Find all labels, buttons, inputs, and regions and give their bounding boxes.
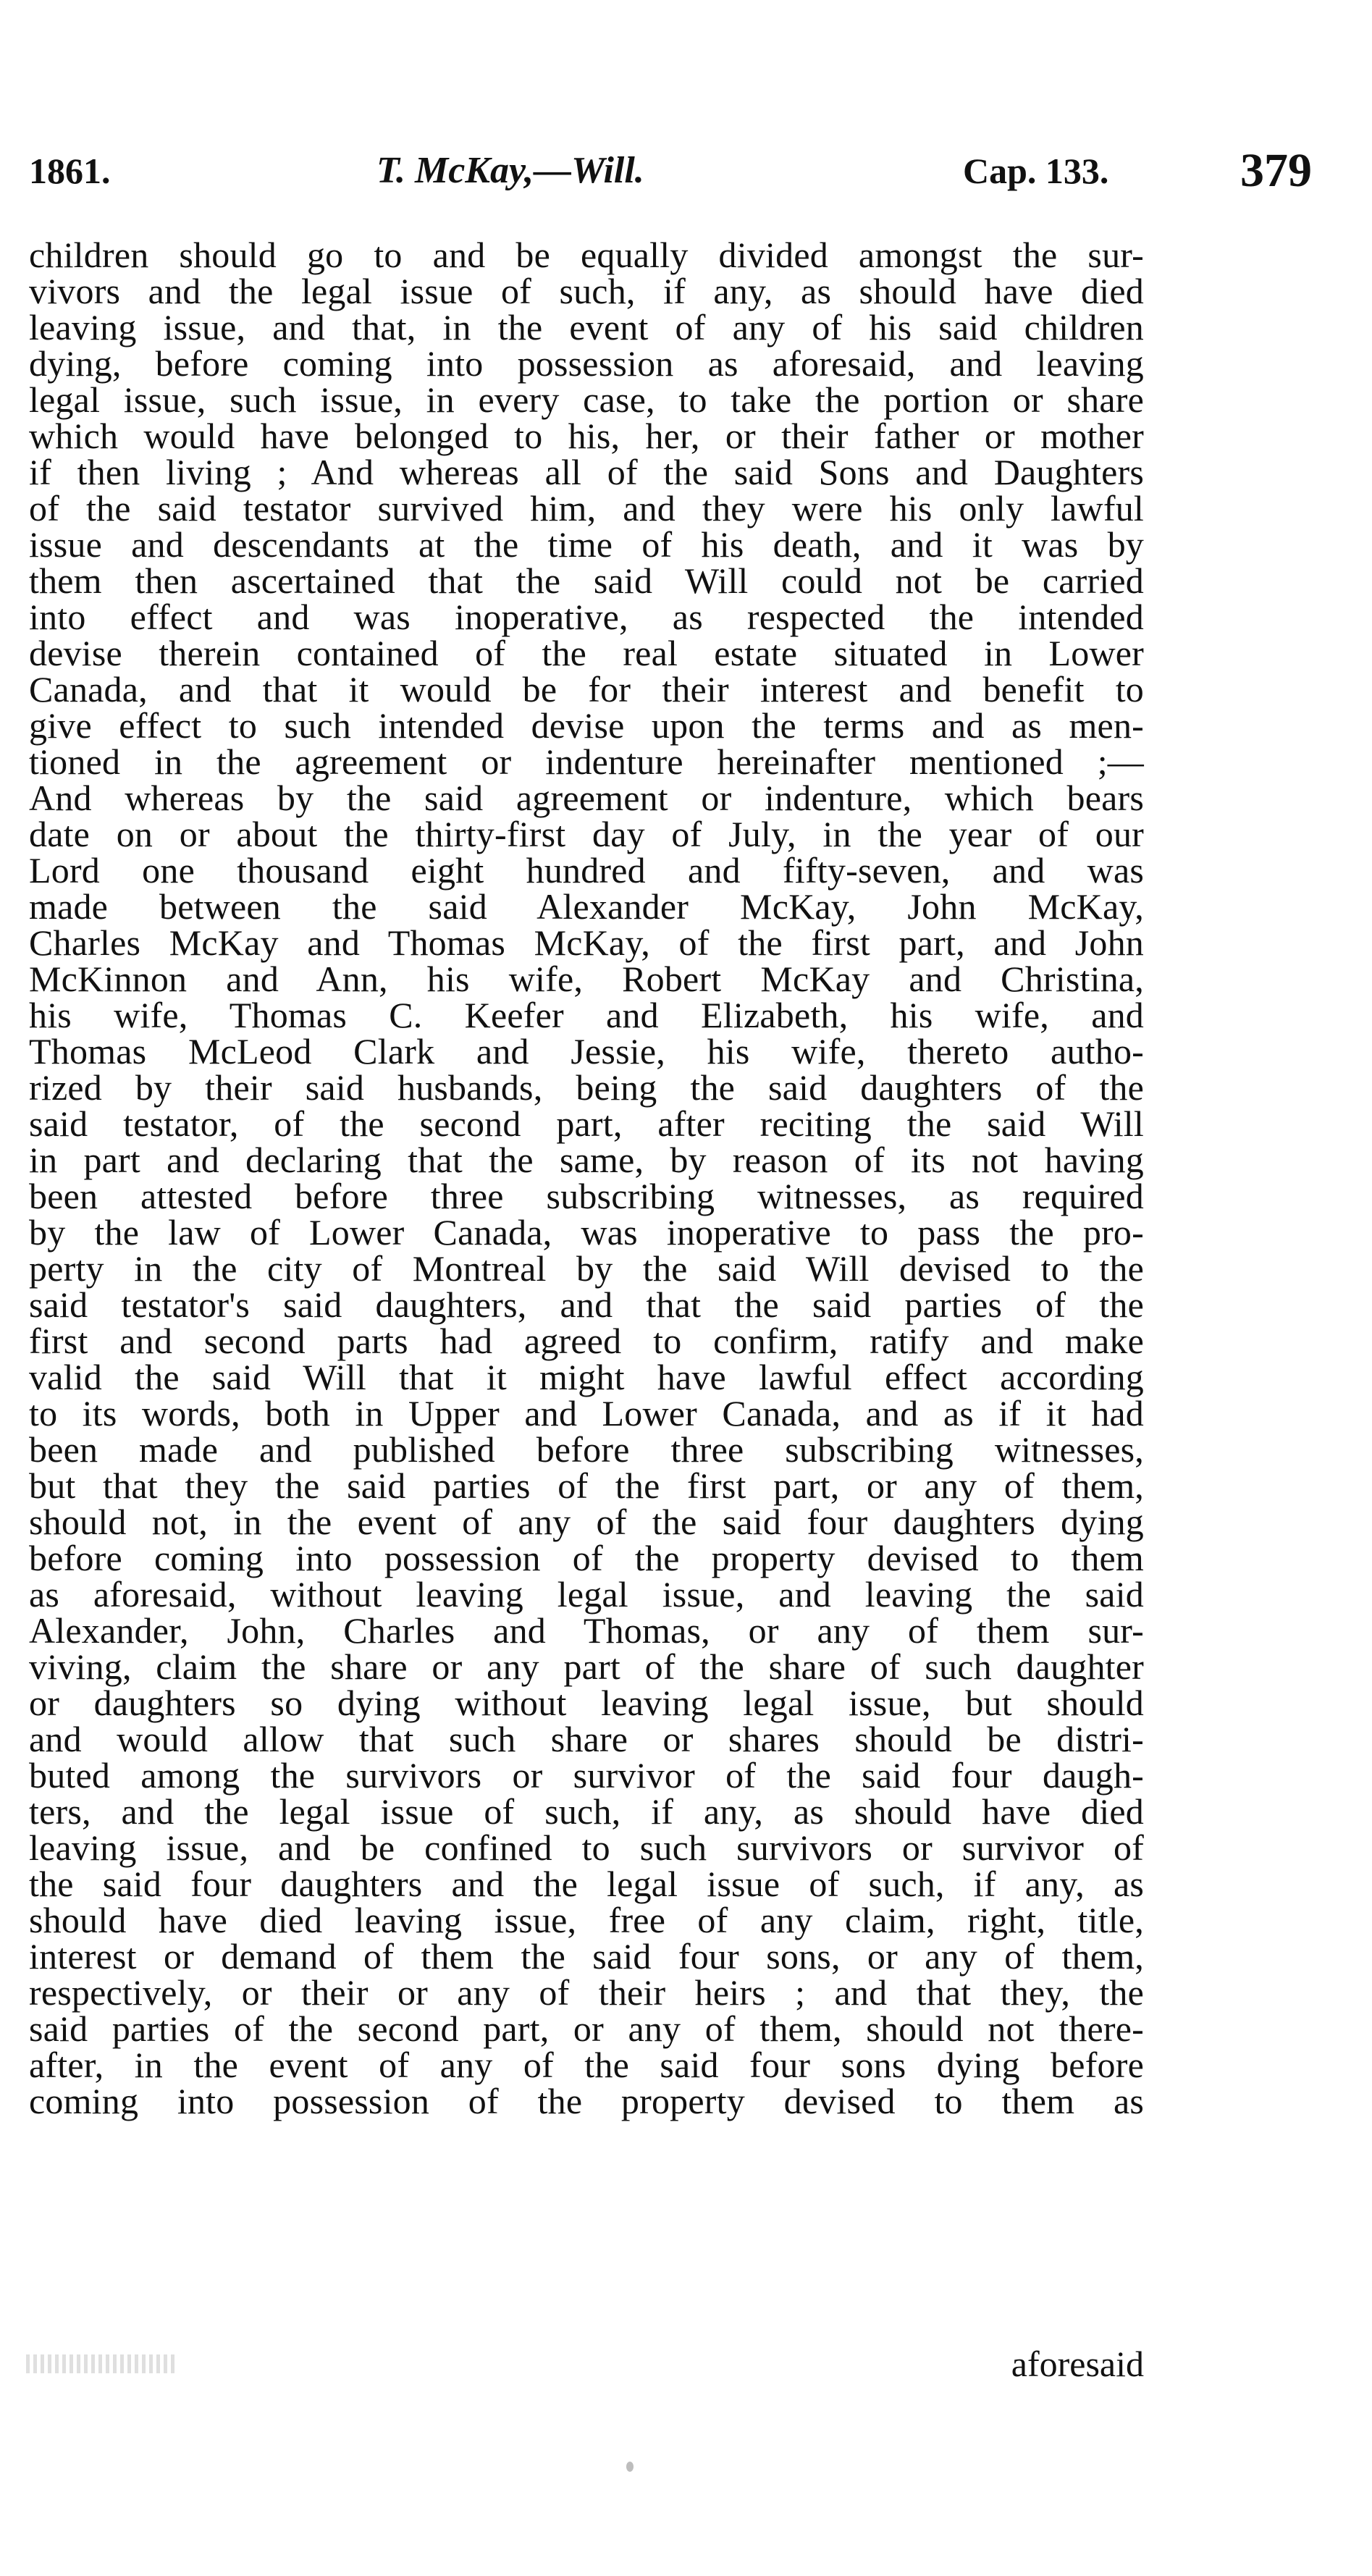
- running-header: [29, 142, 1347, 200]
- text-line: but that they the said parties of the first part, or any of them,: [29, 1465, 1144, 1506]
- text-line: buted among the survivors or survivor of the said four daugh-: [29, 1755, 1144, 1796]
- text-line: his wife, Thomas C. Keefer and Elizabeth, his wife, and: [29, 995, 1144, 1035]
- text-line: perty in the city of Montreal by the said Will devised to the: [29, 1248, 1144, 1289]
- text-line: first and second parts had agreed to confirm, ratify and make: [29, 1321, 1144, 1361]
- text-line: them then ascertained that the said Will could not be carried: [29, 560, 1144, 601]
- header-title: T. McKay,—Will.: [376, 150, 644, 191]
- text-line: coming into possession of the property devised to them as: [29, 2081, 1144, 2121]
- text-line: been attested before three subscribing witnesses, as required: [29, 1176, 1144, 1216]
- text-line: ters, and the legal issue of such, if any, as should have died: [29, 1791, 1144, 1832]
- text-line: devise therein contained of the real estate situated in Lower: [29, 633, 1144, 673]
- text-line: leaving issue, and be confined to such survivors or survivor of: [29, 1827, 1144, 1868]
- text-line: of the said testator survived him, and they were his only lawful: [29, 488, 1144, 529]
- text-line: the said four daughters and the legal issue of such, if any, as: [29, 1864, 1144, 1904]
- text-line: dying, before coming into possession as aforesaid, and leaving: [29, 343, 1144, 384]
- text-line: been made and published before three subscribing witnesses,: [29, 1429, 1144, 1470]
- text-line: children should go to and be equally divided amongst the sur-: [29, 235, 1144, 275]
- text-line: should not, in the event of any of the said four daughters dying: [29, 1502, 1144, 1542]
- text-line: vivors and the legal issue of such, if any, as should have died: [29, 271, 1144, 311]
- text-line: after, in the event of any of the said four sons dying before: [29, 2045, 1144, 2085]
- text-line: McKinnon and Ann, his wife, Robert McKay and Christina,: [29, 959, 1144, 999]
- text-line: Charles McKay and Thomas McKay, of the first part, and John: [29, 922, 1144, 963]
- text-line: date on or about the thirty-first day of July, in the year of our: [29, 814, 1144, 854]
- text-line: valid the said Will that it might have lawful effect according: [29, 1357, 1144, 1397]
- paper-speck: [626, 2462, 634, 2472]
- text-line: give effect to such intended devise upon the terms and as men-: [29, 705, 1144, 746]
- text-line: And whereas by the said agreement or indenture, which bears: [29, 778, 1144, 818]
- text-line: issue and descendants at the time of his death, and it was by: [29, 524, 1144, 565]
- text-line: said testator's said daughters, and that the said parties of the: [29, 1284, 1144, 1325]
- text-line: Canada, and that it would be for their interest and benefit to: [29, 669, 1144, 710]
- catchword: aforesaid: [1011, 2344, 1144, 2384]
- text-line: and would allow that such share or shares should be distri-: [29, 1719, 1144, 1759]
- text-line: interest or demand of them the said four sons, or any of them,: [29, 1936, 1144, 1977]
- text-line: viving, claim the share or any part of the share of such daughter: [29, 1646, 1144, 1687]
- text-line: or daughters so dying without leaving legal issue, but should: [29, 1683, 1144, 1723]
- page-number: 379: [1240, 144, 1312, 197]
- header-chapter: Cap. 133.: [963, 151, 1109, 191]
- print-smudge: [26, 2354, 178, 2373]
- text-line: made between the said Alexander McKay, John McKay,: [29, 886, 1144, 927]
- text-line: tioned in the agreement or indenture hereinafter mentioned ;—: [29, 741, 1144, 782]
- body-text: [29, 237, 1144, 2119]
- text-line: in part and declaring that the same, by reason of its not having: [29, 1140, 1144, 1180]
- text-line: said parties of the second part, or any of them, should not there-: [29, 2008, 1144, 2049]
- text-line: should have died leaving issue, free of any claim, right, title,: [29, 1900, 1144, 1940]
- text-line: Thomas McLeod Clark and Jessie, his wife, thereto autho-: [29, 1031, 1144, 1072]
- text-line: as aforesaid, without leaving legal issue, and leaving the said: [29, 1574, 1144, 1615]
- text-line: said testator, of the second part, after reciting the said Will: [29, 1103, 1144, 1144]
- text-line: Lord one thousand eight hundred and fifty-seven, and was: [29, 850, 1144, 891]
- text-line: Alexander, John, Charles and Thomas, or any of them sur-: [29, 1610, 1144, 1651]
- text-line: rized by their said husbands, being the said daughters of the: [29, 1067, 1144, 1108]
- text-line: by the law of Lower Canada, was inoperative to pass the pro-: [29, 1212, 1144, 1253]
- header-year: 1861.: [29, 151, 111, 191]
- text-line: to its words, both in Upper and Lower Canada, and as if it had: [29, 1393, 1144, 1434]
- text-line: which would have belonged to his, her, or their father or mother: [29, 416, 1144, 456]
- text-line: leaving issue, and that, in the event of any of his said children: [29, 307, 1144, 348]
- text-line: into effect and was inoperative, as respected the intended: [29, 597, 1144, 637]
- text-line: legal issue, such issue, in every case, to take the portion or share: [29, 379, 1144, 420]
- text-line: if then living ; And whereas all of the said Sons and Daughters: [29, 452, 1144, 492]
- text-line: respectively, or their or any of their heirs ; and that they, the: [29, 1972, 1144, 2013]
- text-line: before coming into possession of the property devised to them: [29, 1538, 1144, 1578]
